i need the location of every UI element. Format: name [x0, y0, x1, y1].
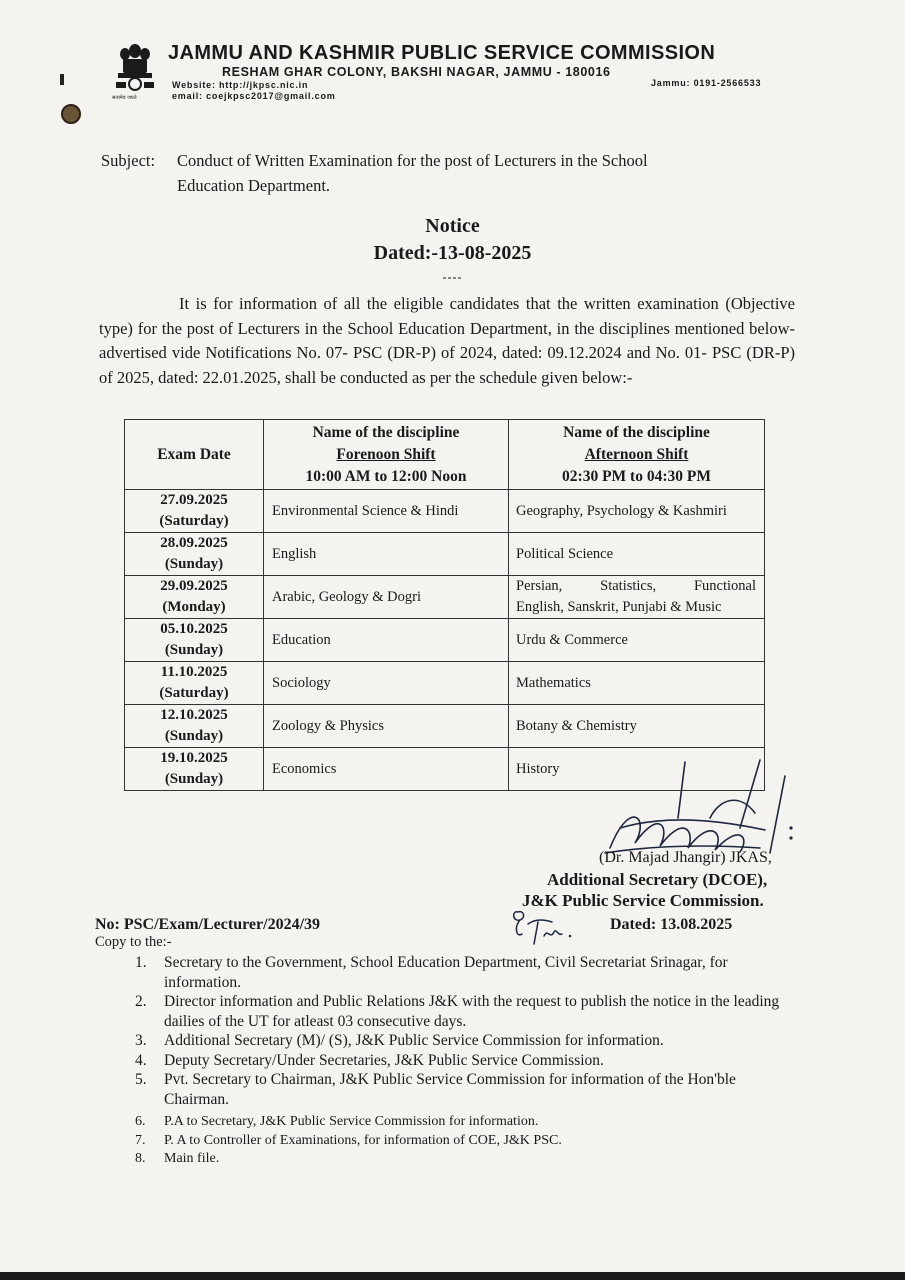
exam-day: (Monday)	[162, 599, 226, 615]
body-text: It is for information of all the eligible candidates that the written examination (Objective type) for the post of Lecturers in the School Education Department, in the disciplines mentioned below- advertised vide Notifications No. 07- PSC (DR-P) of 2024, dated: 09.12.2024 and No. 01- PSC (DR-P) of 2025, dated: 22.01.2025, shall be conducted as per the schedule given below:-	[99, 294, 795, 387]
list-item	[135, 1070, 800, 1109]
afternoon-discipline: Botany & Chemistry	[509, 705, 765, 748]
header-forenoon-shift: Forenoon Shift	[336, 445, 436, 463]
exam-day: (Sunday)	[164, 728, 224, 744]
notice-date: Dated:-13-08-2025	[373, 242, 532, 264]
exam-date: 19.10.2025	[160, 750, 228, 766]
list-number: 1.	[135, 954, 147, 971]
body-paragraph	[99, 292, 795, 390]
subject-line-1: Conduct of Written Examination for the post of Lecturers in the School	[177, 151, 648, 170]
exam-date: 12.10.2025	[160, 707, 228, 723]
list-item	[135, 1150, 800, 1169]
phone: Jammu: 0191-2566533	[651, 78, 762, 88]
afternoon-discipline-word: Persian,	[516, 578, 563, 594]
exam-date: 28.09.2025	[160, 535, 228, 551]
list-text: Pvt. Secretary to Chairman, J&K Public Service Commission for information of the Hon'ble Chairman.	[164, 1071, 736, 1108]
exam-date-cell	[125, 533, 264, 576]
header-afternoon-time: 02:30 PM to 04:30 PM	[562, 467, 711, 485]
list-text: Main file.	[164, 1151, 220, 1166]
afternoon-discipline: Mathematics	[509, 662, 765, 705]
list-text: Additional Secretary (M)/ (S), J&K Public Service Commission for information.	[164, 1032, 664, 1049]
commission-address: RESHAM GHAR COLONY, BAKSHI NAGAR, JAMMU - 180016	[222, 65, 611, 79]
exam-date-cell	[125, 619, 264, 662]
exam-day: (Saturday)	[159, 513, 229, 529]
table-row	[125, 619, 765, 662]
forenoon-discipline: Education	[264, 619, 509, 662]
exam-day: (Sunday)	[164, 771, 224, 787]
exam-day: (Sunday)	[164, 642, 224, 658]
list-number: 4.	[135, 1051, 147, 1069]
list-text: P.A to Secretary, J&K Public Service Commission for information.	[164, 1114, 539, 1129]
header-exam-date: Exam Date	[125, 420, 264, 490]
afternoon-discipline-word: Functional	[693, 578, 756, 594]
table-row	[125, 533, 765, 576]
list-text: Director information and Public Relations J&K with the request to publish the notice in the leading dailies of the UT for atleast 03 consecutive days.	[164, 993, 780, 1030]
table-row	[125, 576, 765, 619]
exam-day: (Sunday)	[164, 556, 224, 572]
table-row	[125, 662, 765, 705]
exam-date: 27.09.2025	[160, 492, 228, 508]
list-number: 6.	[135, 1114, 146, 1129]
commission-title: JAMMU AND KASHMIR PUBLIC SERVICE COMMISSION	[168, 42, 716, 64]
national-emblem-icon	[110, 40, 160, 100]
header-forenoon-time: 10:00 AM to 12:00 Noon	[305, 467, 467, 485]
exam-date-cell	[125, 576, 264, 619]
list-item	[135, 1113, 800, 1132]
forenoon-discipline: Arabic, Geology & Dogri	[264, 576, 509, 619]
list-text: Deputy Secretary/Under Secretaries, J&K Public Service Commission.	[164, 1051, 604, 1069]
handwritten-initials	[510, 906, 580, 946]
exam-date: 11.10.2025	[160, 664, 228, 680]
header-forenoon	[264, 420, 509, 490]
signatory-organisation: J&K Public Service Commission.	[522, 891, 764, 910]
list-number: 3.	[135, 1032, 147, 1049]
exam-date-cell	[125, 662, 264, 705]
forenoon-discipline: English	[264, 533, 509, 576]
afternoon-discipline: Political Science	[509, 533, 765, 576]
exam-schedule-table	[124, 419, 765, 791]
exam-day: (Saturday)	[159, 685, 229, 701]
list-item	[135, 1132, 800, 1151]
reference-number: No: PSC/Exam/Lecturer/2024/39	[95, 916, 321, 933]
notice-title: Notice	[425, 215, 480, 237]
forenoon-discipline: Economics	[264, 748, 509, 791]
exam-date: 29.09.2025	[160, 578, 228, 594]
list-number: 5.	[135, 1071, 147, 1088]
list-number: 7.	[135, 1132, 146, 1148]
exam-date: 05.10.2025	[160, 621, 228, 637]
table-row	[125, 490, 765, 533]
email: email: coejkpsc2017@gmail.com	[172, 91, 336, 101]
forenoon-discipline: Zoology & Physics	[264, 705, 509, 748]
afternoon-discipline-word: Statistics,	[600, 578, 657, 594]
header-afternoon-shift: Afternoon Shift	[584, 445, 689, 463]
header-afternoon-line-1: Name of the discipline	[563, 423, 710, 441]
afternoon-discipline-line-2: English, Sanskrit, Punjabi & Music	[516, 599, 722, 615]
list-item	[135, 992, 800, 1031]
signatory-name: (Dr. Majad Jhangir) JKAS,	[599, 849, 772, 866]
website: Website: http://jkpsc.nic.in	[172, 80, 309, 90]
list-text: Secretary to the Government, School Education Department, Civil Secretariat Srinagar, for information.	[164, 954, 728, 991]
list-text: P. A to Controller of Examinations, for information of COE, J&K PSC.	[164, 1132, 562, 1148]
list-item	[135, 953, 800, 992]
list-item	[135, 1051, 800, 1071]
subject-line-2: Education Department.	[177, 176, 331, 195]
separator: ----	[442, 270, 463, 284]
subject-label: Subject:	[101, 151, 156, 170]
table-header-row	[125, 420, 765, 490]
afternoon-discipline: Urdu & Commerce	[509, 619, 765, 662]
copy-to-label: Copy to the:-	[95, 934, 172, 950]
signatory-designation: Additional Secretary (DCOE),	[547, 870, 768, 889]
exam-date-cell	[125, 705, 264, 748]
afternoon-discipline: Geography, Psychology & Kashmiri	[509, 490, 765, 533]
list-number: 2.	[135, 993, 147, 1010]
punch-hole	[61, 104, 81, 124]
afternoon-discipline	[509, 576, 765, 619]
forenoon-discipline: Environmental Science & Hindi	[264, 490, 509, 533]
signature-date: Dated: 13.08.2025	[610, 916, 733, 933]
table-row	[125, 705, 765, 748]
list-number: 8.	[135, 1151, 146, 1166]
margin-mark	[60, 74, 64, 85]
header-afternoon	[509, 420, 765, 490]
header-forenoon-line-1: Name of the discipline	[312, 423, 460, 441]
afternoon-discipline: History	[509, 748, 765, 791]
emblem-caption: सत्यमेव जयते	[112, 95, 137, 101]
list-item	[135, 1031, 800, 1051]
copy-recipient-list	[135, 953, 800, 1169]
forenoon-discipline: Sociology	[264, 662, 509, 705]
exam-date-cell	[125, 490, 264, 533]
exam-date-cell	[125, 748, 264, 791]
bottom-edge	[0, 1272, 905, 1280]
subject	[101, 148, 801, 198]
